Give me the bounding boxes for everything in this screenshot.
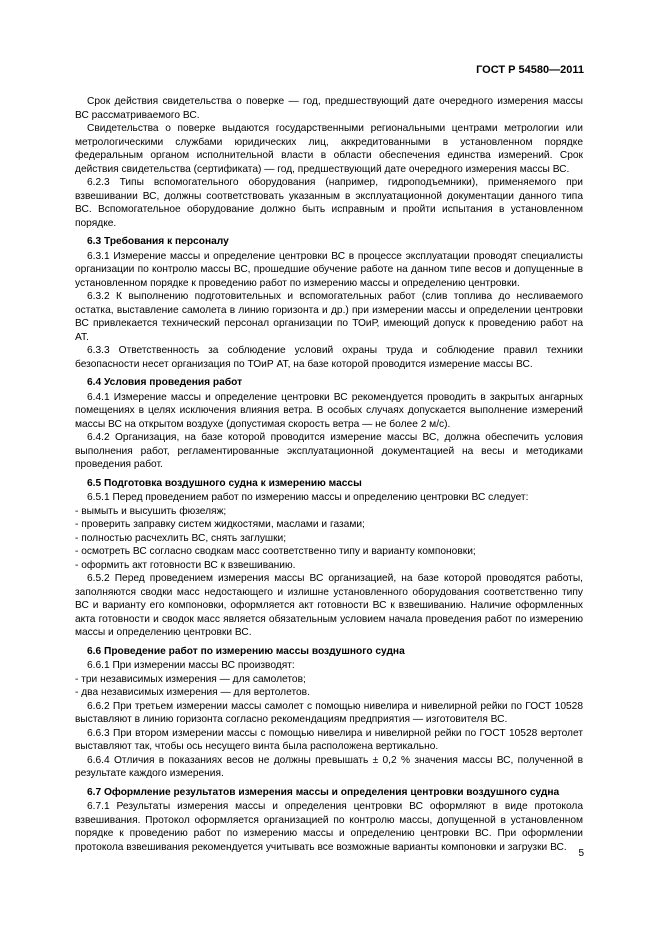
- section-heading: 6.5 Подготовка воздушного судна к измерению массы: [87, 477, 362, 489]
- document-body: [75, 95, 583, 854]
- paragraph: Свидетельства о поверке выдаются государственными региональными центрами метрологии или метрологическими службами юридических лиц, аккредитованными в установленном порядке федеральным органом исполнительной власти в области обеспечения единства измерений. Срок действия свидетельства (сертификата) — год, предшествующий дате очередного измерения массы ВС.: [75, 123, 583, 175]
- list-item: - три независимых измерения — для самолетов;: [75, 673, 306, 685]
- list-item: - проверить заправку систем жидкостями, маслами и газами;: [75, 519, 365, 530]
- paragraph: 6.3.1 Измерение массы и определение центровки ВС в процессе эксплуатации проводят специалисты организации по контролю массы ВС, прошедшие обучение работе на данном типе весов и допущенные в установленном порядке к проведению работ по измерению массы и определению центровки.: [75, 250, 583, 289]
- page-number: 5: [578, 848, 584, 859]
- paragraph: 6.4.2 Организация, на базе которой проводится измерение массы ВС, должна обеспечить условия выполнения работ, регламентированные эксплуатационной документацией на весы и методиками проведения работ.: [75, 432, 583, 470]
- paragraph: 6.6.2 При третьем измерении массы самолет с помощью нивелира и нивелирной рейки по ГОСТ 10528 выставляют в линию горизонта согласно рекомендациям предприятия — изготовителя ВС.: [75, 700, 583, 725]
- paragraph: 6.3.3 Ответственность за соблюдение условий охраны труда и соблюдение правил техники безопасности несет организация по ТОиР АТ, на базе которой проводится измерение массы ВС.: [75, 345, 583, 370]
- paragraph: 6.7.1 Результаты измерения массы и определения центровки ВС оформляют в виде протокола взвешивания. Протокол оформляется организацией по контролю массы, допущенной в установленном порядке к проведению работ по измерению массы и определению центровки ВС. При оформлении протокола взвешивания рекомендуется учитывать все возможные варианты компоновки и загрузки ВС.: [75, 801, 583, 853]
- section-heading: 6.4 Условия проведения работ: [87, 377, 243, 388]
- section-heading: 6.3 Требования к персоналу: [87, 236, 229, 247]
- list-item: - оформить акт готовности ВС к взвешиванию.: [75, 559, 296, 571]
- paragraph: 6.6.3 При втором измерении массы с помощью нивелира и нивелирной рейки по ГОСТ 10528 вертолет выставляют так, чтобы ось несущего винта была расположена вертикально.: [75, 727, 583, 752]
- list-item: - вымыть и высушить фюзеляж;: [75, 505, 227, 517]
- list-item: - полностью расчехлить ВС, снять заглушки;: [75, 532, 287, 544]
- paragraph: 6.6.4 Отличия в показаниях весов не должны превышать ± 0,2 % значения массы ВС, полученной в результате каждого измерения.: [75, 754, 583, 779]
- document-code: ГОСТ Р 54580—2011: [476, 64, 584, 76]
- paragraph: 6.6.1 При измерении массы ВС производят:: [87, 660, 295, 671]
- section-heading: 6.7 Оформление результатов измерения массы и определения центровки воздушного судна: [87, 786, 560, 798]
- paragraph: Срок действия свидетельства о поверке — год, предшествующий дате очередного измерения массы ВС рассматриваемого ВС.: [75, 96, 583, 121]
- paragraph: 6.2.3 Типы вспомогательного оборудования (например, гидроподъемники), применяемого при взвешивании ВС, должны соответствовать указанным в эксплуатационной документации данного типа ВС. Вспомогательное оборудование должно быть исправным и пройти испытания в установленном порядке.: [75, 177, 583, 229]
- paragraph: 6.5.1 Перед проведением работ по измерению массы и определению центровки ВС следует:: [87, 492, 529, 503]
- list-item: - два независимых измерения — для вертолетов.: [75, 687, 310, 698]
- paragraph: 6.3.2 К выполнению подготовительных и вспомогательных работ (слив топлива до несливаемого остатка, выставление самолета в линию горизонта и др.) при измерении массы и определении центровки ВС привлекается технический персонал организации по ТОиР, имеющий допуск к проведению работ на АТ.: [75, 291, 583, 343]
- section-heading: 6.6 Проведение работ по измерению массы воздушного судна: [87, 645, 405, 657]
- paragraph: 6.4.1 Измерение массы и определение центровки ВС рекомендуется проводить в закрытых ангарных помещениях в целях исключения влияния ветра. В особых случаях допускается выполнение измерений массы ВС на открытом воздухе (допустимая скорость ветра — не более 2 м/с).: [75, 391, 583, 430]
- list-item: - осмотреть ВС согласно сводкам масс соответственно типу и варианту компоновки;: [75, 546, 476, 557]
- paragraph: 6.5.2 Перед проведением измерения массы ВС организацией, на базе которой проводятся работы, заполняются сводки масс недостающего и излишне установленного оборудования соответственно типу ВС и варианту его компоновки, оформляется акт готовности ВС к взвешиванию. Наличие оформленных акта готовности и сводок масс является обязательным условием начала проведения работ по измерению массы и определению центровки ВС.: [75, 573, 583, 638]
